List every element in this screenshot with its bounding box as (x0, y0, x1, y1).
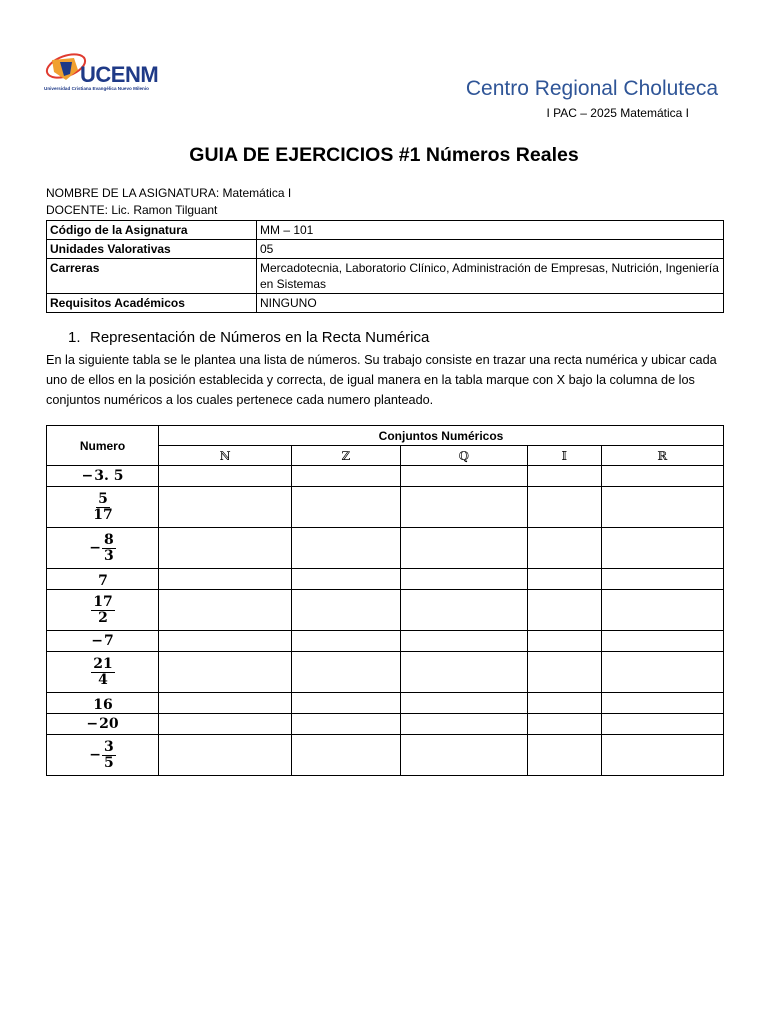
info-value: Mercadotecnia, Laboratorio Clínico, Administración de Empresas, Nutrición, Ingeniería en Sistemas (257, 259, 724, 294)
teacher-line: DOCENTE: Lic. Ramon Tilguant (46, 203, 218, 217)
number-cell (47, 631, 159, 652)
set-mark-cell[interactable] (528, 590, 602, 631)
info-label: Código de la Asignatura (47, 221, 257, 240)
set-mark-cell[interactable] (159, 652, 292, 693)
col-sets-header: Conjuntos Numéricos (159, 426, 724, 446)
number-cell (47, 569, 159, 590)
numerator: 17 (93, 593, 113, 610)
set-mark-cell[interactable] (601, 631, 723, 652)
set-mark-cell[interactable] (601, 693, 723, 714)
exercise-row (47, 528, 724, 569)
set-mark-cell[interactable] (601, 735, 723, 776)
set-mark-cell[interactable] (292, 693, 401, 714)
number-cell (47, 735, 159, 776)
number-value: 7 (103, 633, 114, 649)
set-mark-cell[interactable] (292, 528, 401, 569)
set-mark-cell[interactable] (292, 569, 401, 590)
set-mark-cell[interactable] (400, 652, 527, 693)
set-mark-cell[interactable] (528, 652, 602, 693)
set-mark-cell[interactable] (400, 569, 527, 590)
set-mark-cell[interactable] (292, 735, 401, 776)
set-mark-cell[interactable] (400, 714, 527, 735)
set-header: ℕ (159, 446, 292, 466)
term-label: I PAC – 2025 Matemática I (546, 106, 689, 120)
set-header: ℝ (601, 446, 723, 466)
info-row (47, 240, 724, 259)
numerator: 5 (98, 490, 108, 507)
subject-line: NOMBRE DE LA ASIGNATURA: Matemática I (46, 186, 292, 200)
exercise-row (47, 487, 724, 528)
set-mark-cell[interactable] (528, 528, 602, 569)
number-sign: − (91, 633, 103, 649)
number-value: 16 (93, 697, 113, 713)
set-mark-cell[interactable] (601, 652, 723, 693)
number-cell (47, 652, 159, 693)
set-mark-cell[interactable] (159, 590, 292, 631)
set-mark-cell[interactable] (528, 487, 602, 528)
number-sign: − (89, 540, 101, 556)
exercise-row (47, 631, 724, 652)
info-value: NINGUNO (257, 294, 724, 313)
set-mark-cell[interactable] (400, 631, 527, 652)
set-mark-cell[interactable] (159, 569, 292, 590)
number-cell (47, 693, 159, 714)
exercise-row (47, 735, 724, 776)
set-mark-cell[interactable] (159, 631, 292, 652)
number-value: 7 (98, 573, 108, 589)
exercise-row (47, 466, 724, 487)
set-mark-cell[interactable] (159, 466, 292, 487)
section-number: 1. (68, 329, 81, 346)
number-sign: − (81, 468, 94, 484)
numerator: 3 (103, 738, 114, 755)
info-label: Carreras (47, 259, 257, 294)
denominator: 17 (93, 506, 113, 523)
number-cell (47, 714, 159, 735)
set-mark-cell[interactable] (292, 466, 401, 487)
exercise-row (47, 590, 724, 631)
set-header: ℚ (400, 446, 527, 466)
info-row (47, 294, 724, 313)
set-mark-cell[interactable] (159, 714, 292, 735)
set-mark-cell[interactable] (292, 590, 401, 631)
numerator: 21 (93, 655, 113, 672)
numerator: 8 (103, 531, 114, 548)
info-value: 05 (257, 240, 724, 259)
set-mark-cell[interactable] (528, 735, 602, 776)
col-number-header: Numero (47, 426, 159, 466)
denominator: 3 (103, 547, 114, 564)
number-cell (47, 487, 159, 528)
number-cell (47, 466, 159, 487)
set-mark-cell[interactable] (601, 487, 723, 528)
section-title: Representación de Números en la Recta Numérica (90, 329, 430, 346)
set-mark-cell[interactable] (159, 735, 292, 776)
instructions-text: En la siguiente tabla se le plantea una lista de números. Su trabajo consiste en trazar una recta numérica y ubicar cada uno de ellos en la posición establecida y correcta, de igual manera en la tabla marque con X bajo la columna de los conjuntos numéricos a los cuales pertenece cada numero planteado. (46, 353, 717, 407)
number-value: 3. 5 (94, 468, 124, 484)
set-mark-cell[interactable] (400, 487, 527, 528)
exercise-table (46, 425, 724, 776)
set-mark-cell[interactable] (292, 652, 401, 693)
page-title: GUIA DE EJERCICIOS #1 Números Reales (189, 144, 579, 166)
number-value: 20 (99, 716, 119, 732)
set-mark-cell[interactable] (400, 735, 527, 776)
set-mark-cell[interactable] (601, 569, 723, 590)
set-header: 𝕀 (528, 446, 602, 466)
set-mark-cell[interactable] (400, 528, 527, 569)
center-name: Centro Regional Choluteca (465, 77, 718, 100)
set-mark-cell[interactable] (292, 487, 401, 528)
set-mark-cell[interactable] (601, 466, 723, 487)
logo-tagline: Universidad Cristiana Evangélica Nuevo Milenio (44, 86, 149, 91)
info-label: Requisitos Académicos (47, 294, 257, 313)
info-row (47, 259, 724, 294)
denominator: 4 (98, 671, 108, 688)
number-sign: − (89, 747, 101, 763)
set-mark-cell[interactable] (528, 714, 602, 735)
set-mark-cell[interactable] (292, 714, 401, 735)
set-mark-cell[interactable] (601, 714, 723, 735)
set-mark-cell[interactable] (528, 631, 602, 652)
course-info-table (46, 220, 724, 313)
set-mark-cell[interactable] (528, 466, 602, 487)
info-value: MM – 101 (257, 221, 724, 240)
set-mark-cell[interactable] (601, 528, 723, 569)
set-mark-cell[interactable] (159, 528, 292, 569)
number-cell (47, 590, 159, 631)
set-mark-cell[interactable] (601, 590, 723, 631)
set-mark-cell[interactable] (159, 487, 292, 528)
denominator: 5 (103, 754, 114, 771)
set-mark-cell[interactable] (528, 693, 602, 714)
set-header: ℤ (292, 446, 401, 466)
denominator: 2 (98, 609, 108, 626)
number-cell (47, 528, 159, 569)
exercise-row (47, 569, 724, 590)
set-mark-cell[interactable] (400, 693, 527, 714)
university-logo (44, 48, 170, 100)
set-mark-cell[interactable] (400, 466, 527, 487)
set-mark-cell[interactable] (159, 693, 292, 714)
logo-brand: UCENM (80, 62, 159, 87)
exercise-row (47, 693, 724, 714)
set-mark-cell[interactable] (528, 569, 602, 590)
set-mark-cell[interactable] (400, 590, 527, 631)
info-row (47, 221, 724, 240)
exercise-row (47, 652, 724, 693)
section-heading (68, 329, 429, 346)
set-mark-cell[interactable] (292, 631, 401, 652)
info-label: Unidades Valorativas (47, 240, 257, 259)
exercise-row (47, 714, 724, 735)
number-sign: − (86, 716, 99, 732)
